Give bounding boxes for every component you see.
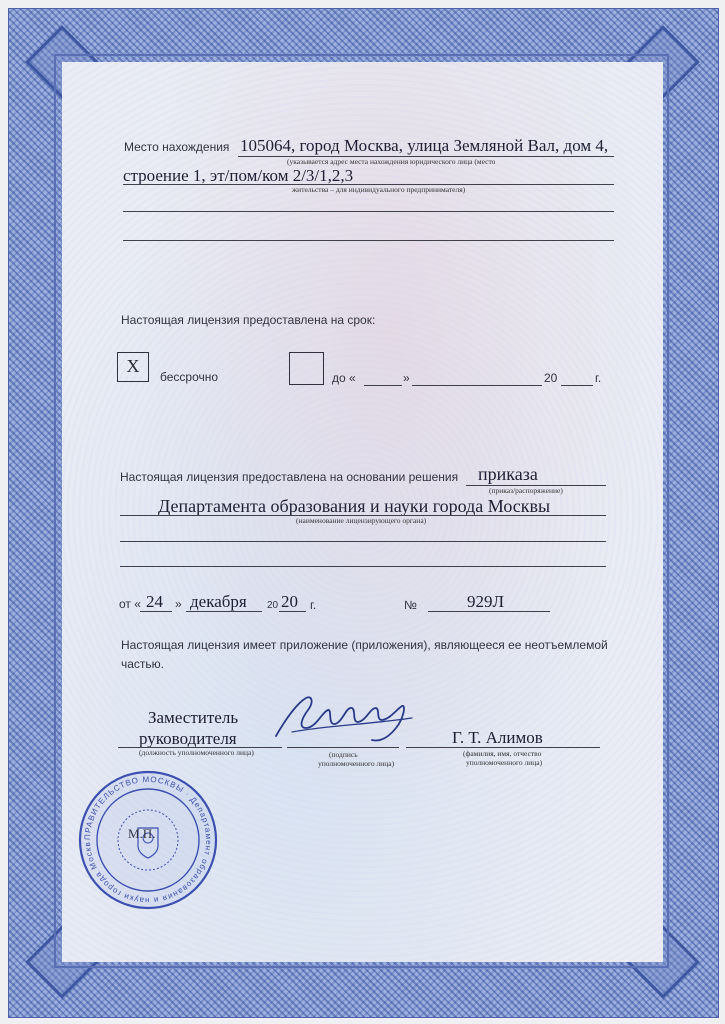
date-year-prefix: 20 xyxy=(267,600,279,611)
underline xyxy=(120,541,606,542)
signature-hint1: (подпись xyxy=(329,750,358,759)
perpetual-label: бессрочно xyxy=(160,370,219,384)
underline xyxy=(140,611,172,612)
underline xyxy=(406,747,600,748)
stamp-mp-label: М.П. xyxy=(128,826,156,841)
licensing-authority-hint: (наименование лицензирующего органа) xyxy=(296,516,427,525)
name-hint2: уполномоченного лица) xyxy=(466,758,543,767)
basis-doc-type: приказа xyxy=(478,464,538,484)
signature-hint2: уполномоченного лица) xyxy=(318,759,395,768)
address-label: Место нахождения xyxy=(124,140,230,154)
licensing-authority: Департамента образования и науки города Москвы xyxy=(158,496,551,516)
address-line1: 105064, город Москва, улица Земляной Вал, дом 4, xyxy=(240,136,609,155)
signer-name: Г. Т. Алимов xyxy=(452,728,543,747)
handwritten-signature xyxy=(262,684,422,754)
license-number: 929Л xyxy=(467,592,505,611)
name-hint1: (фамилия, имя, отчество xyxy=(463,749,542,758)
date-day: 24 xyxy=(146,592,163,611)
perpetual-checkbox: Х xyxy=(117,352,149,382)
address-hint1: (указывается адрес места нахождения юридического лица (место xyxy=(287,157,496,166)
until-prefix: до « xyxy=(332,371,356,385)
basis-label: Настоящая лицензия предоставлена на основании решения xyxy=(120,470,459,484)
appendix-line2: частью. xyxy=(121,657,165,671)
until-year-suffix: г. xyxy=(595,371,602,385)
address-line2: строение 1, эт/пом/ком 2/3/1,2,3 xyxy=(123,166,354,185)
date-year-suffix: г. xyxy=(310,598,317,612)
underline xyxy=(120,566,606,567)
underline xyxy=(412,385,542,386)
signer-position-line1: Заместитель xyxy=(148,708,239,727)
term-label: Настоящая лицензия предоставлена на срок: xyxy=(121,313,376,327)
underline xyxy=(364,385,402,386)
date-month: декабря xyxy=(190,592,247,611)
until-quote-close: » xyxy=(403,371,410,385)
underline xyxy=(123,211,614,212)
underline xyxy=(428,611,550,612)
seal-ring-text: ПРАВИТЕЛЬСТВО МОСКВЫ · Департамент образования и науки города Москв xyxy=(82,774,214,906)
basis-doc-type-hint: (приказ/распоряжение) xyxy=(489,486,563,495)
underline xyxy=(123,240,614,241)
date-year: 20 xyxy=(281,592,298,611)
underline xyxy=(561,385,593,386)
signer-position-line2: руководителя xyxy=(139,729,237,748)
address-hint2: жительства – для индивидуального предпринимателя) xyxy=(292,185,466,194)
appendix-line1: Настоящая лицензия имеет приложение (приложения), являющееся ее неотъемлемой xyxy=(121,638,608,652)
until-checkbox xyxy=(289,352,324,385)
underline xyxy=(186,611,262,612)
position-hint: (должность уполномоченного лица) xyxy=(139,748,254,757)
number-sign: № xyxy=(404,598,417,612)
until-year-prefix: 20 xyxy=(544,371,558,385)
date-quote-close: » xyxy=(175,597,182,611)
underline xyxy=(279,611,306,612)
date-prefix: от « xyxy=(119,597,141,611)
